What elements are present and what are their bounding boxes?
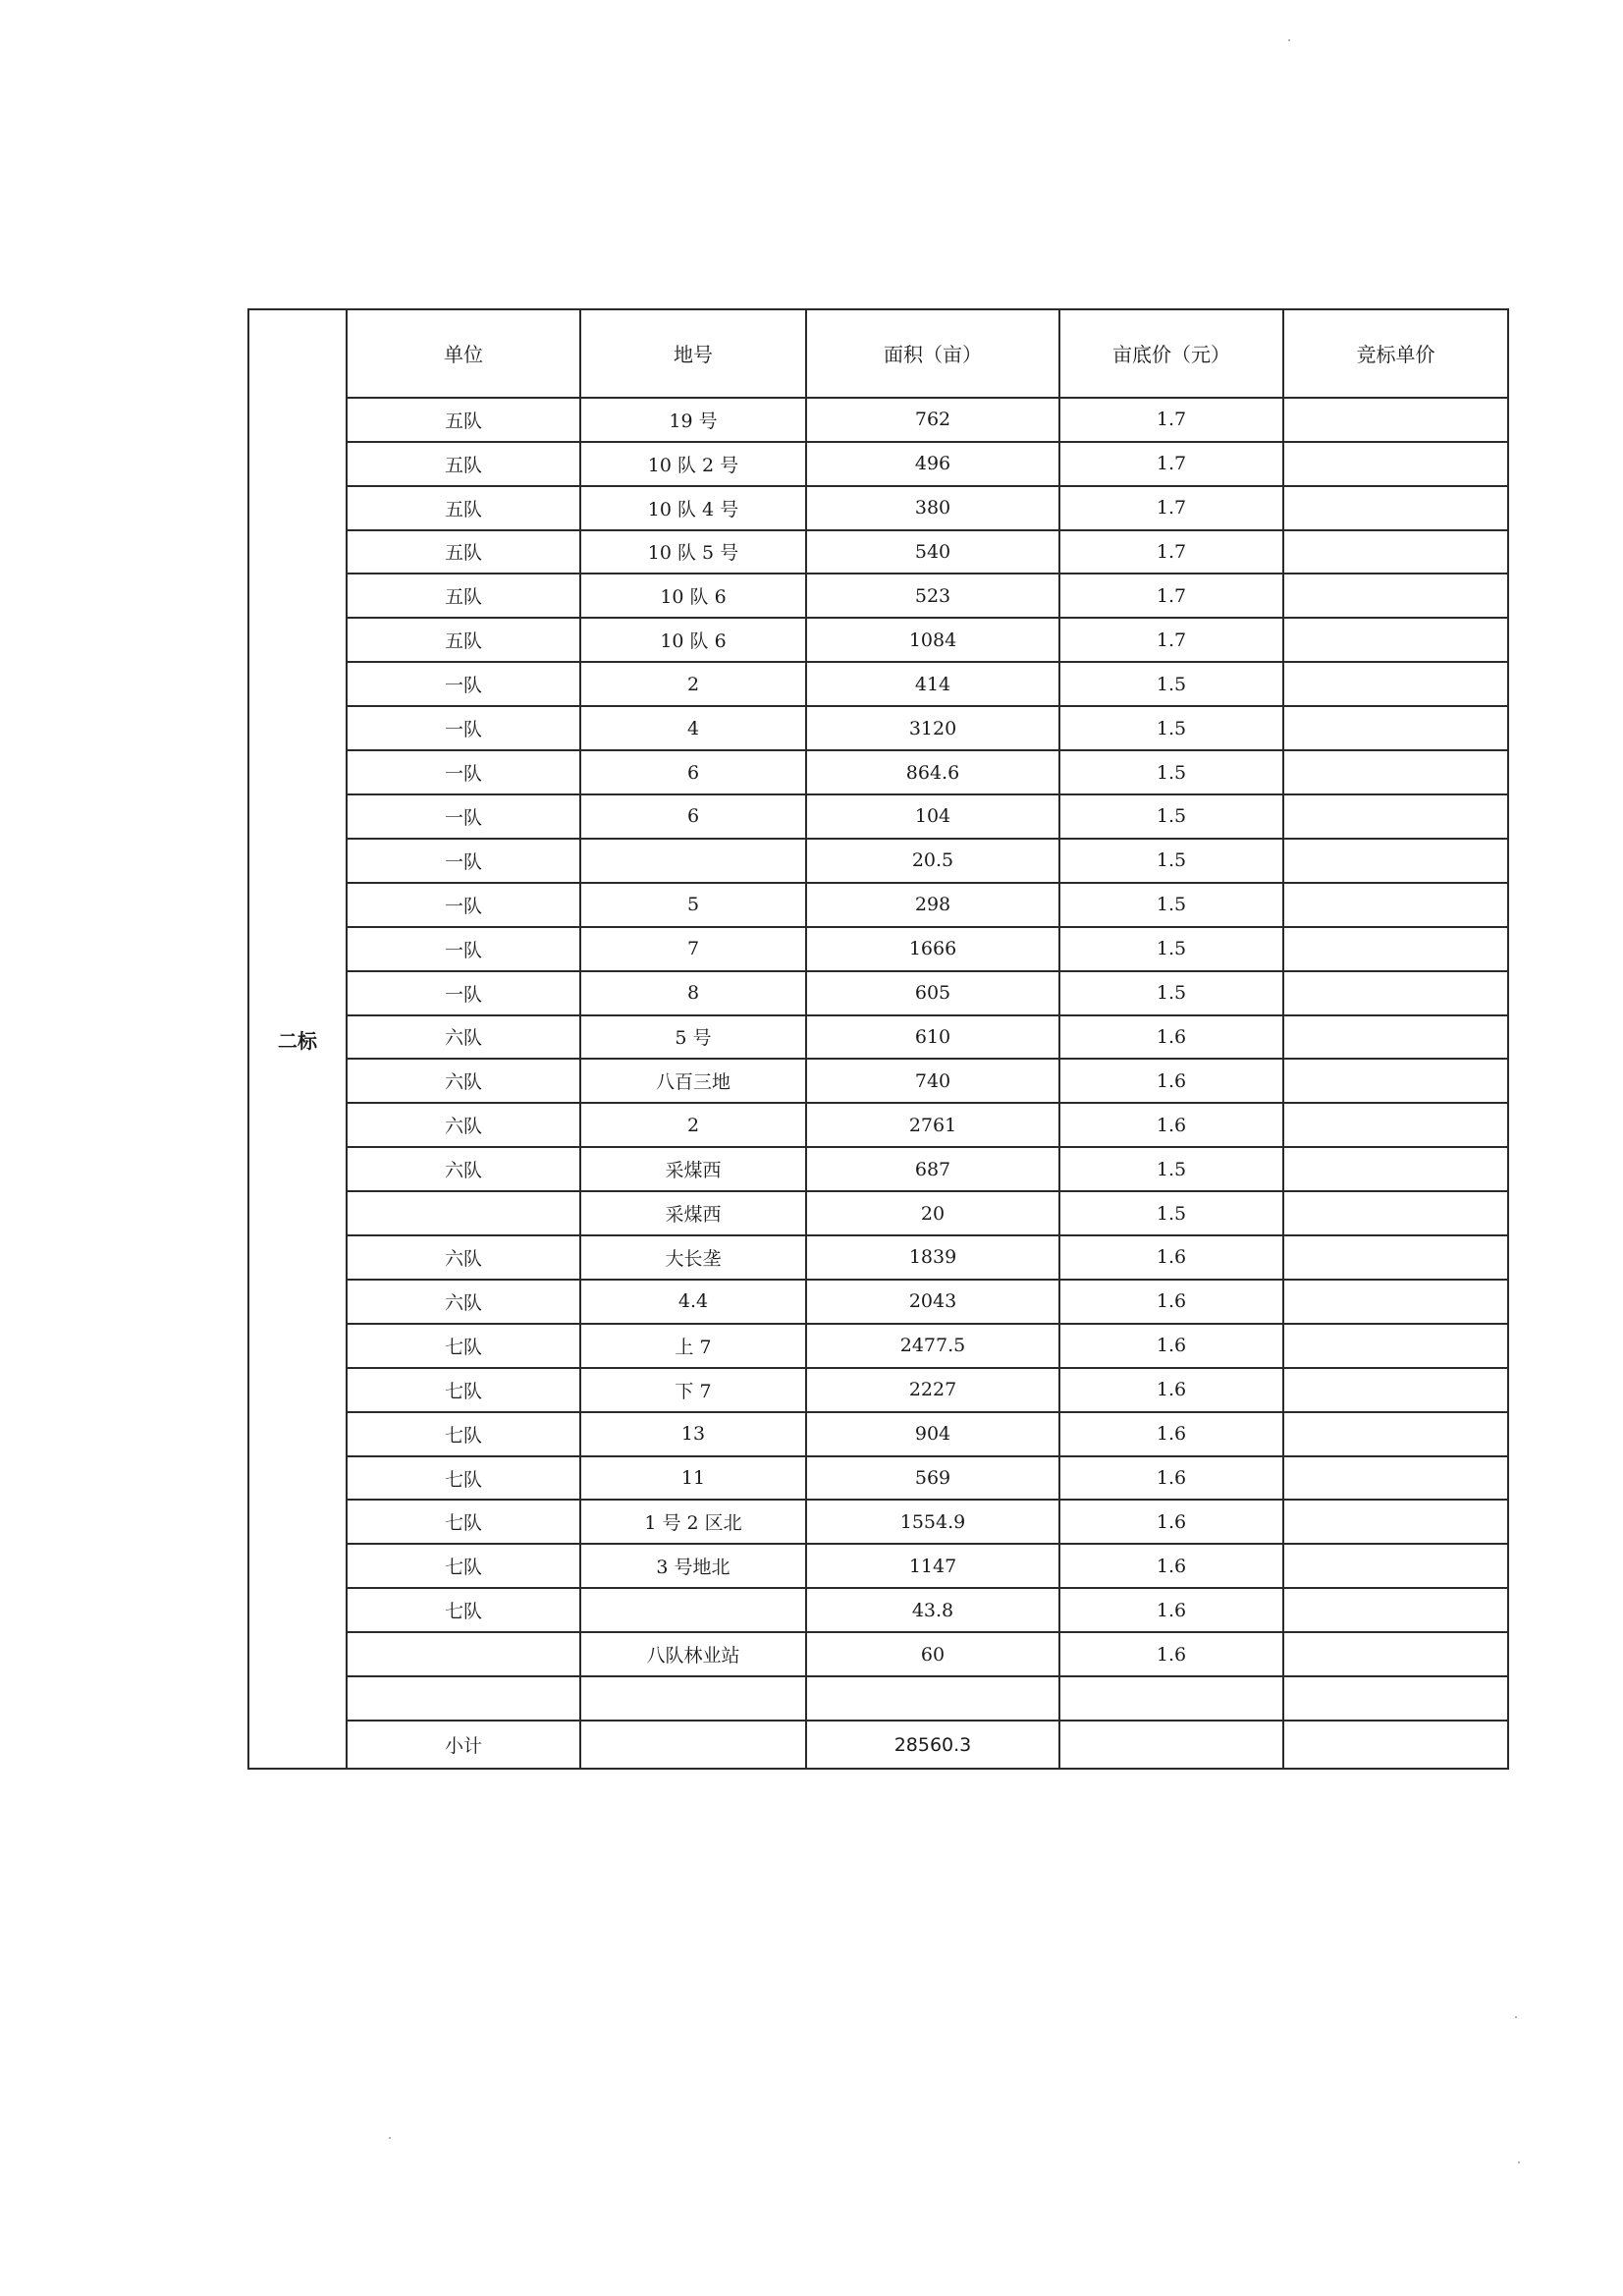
table-row [248, 1412, 1508, 1456]
table-row [248, 1544, 1508, 1588]
header-bid-price: 竞标单价 [1283, 309, 1508, 398]
cell-unit: 一队 [347, 927, 580, 971]
cell-bid-price [1283, 1500, 1508, 1544]
cell-bid-price [1283, 927, 1508, 971]
table-row [248, 618, 1508, 662]
total-row [248, 1721, 1508, 1769]
cell-base-price: 1.7 [1059, 398, 1283, 442]
table-row [248, 1015, 1508, 1060]
cell-bid-price [1283, 750, 1508, 794]
scan-speck [389, 2137, 391, 2139]
cell-base-price: 1.7 [1059, 442, 1283, 486]
cell-base-price [1059, 1676, 1283, 1721]
total-bid-price [1283, 1721, 1508, 1769]
cell-plot-no: 采煤西 [580, 1191, 806, 1235]
cell-unit: 七队 [347, 1324, 580, 1368]
cell-bid-price [1283, 1544, 1508, 1588]
cell-plot-no: 八百三地 [580, 1059, 806, 1103]
cell-plot-no: 19 号 [580, 398, 806, 442]
table-body [248, 309, 1508, 1769]
cell-bid-price [1283, 1676, 1508, 1721]
cell-unit: 七队 [347, 1456, 580, 1501]
cell-base-price: 1.6 [1059, 1588, 1283, 1632]
cell-bid-price [1283, 883, 1508, 927]
cell-bid-price [1283, 1324, 1508, 1368]
table-row [248, 750, 1508, 794]
total-label: 小计 [347, 1721, 580, 1769]
cell-unit: 六队 [347, 1235, 580, 1280]
cell-unit: 七队 [347, 1544, 580, 1588]
bid-document-sheet [247, 308, 1507, 1770]
header-area: 面积（亩） [806, 309, 1059, 398]
table-row [248, 1324, 1508, 1368]
cell-plot-no [580, 1588, 806, 1632]
table-row [248, 398, 1508, 442]
section-label: 二标 [248, 309, 347, 1769]
cell-area: 496 [806, 442, 1059, 486]
cell-plot-no: 1 号 2 区北 [580, 1500, 806, 1544]
cell-base-price: 1.5 [1059, 971, 1283, 1015]
cell-unit: 一队 [347, 839, 580, 883]
cell-bid-price [1283, 1632, 1508, 1676]
table-row [248, 839, 1508, 883]
cell-base-price: 1.6 [1059, 1368, 1283, 1412]
cell-base-price: 1.6 [1059, 1500, 1283, 1544]
cell-unit: 七队 [347, 1500, 580, 1544]
cell-unit: 五队 [347, 398, 580, 442]
cell-area: 60 [806, 1632, 1059, 1676]
table-row [248, 1676, 1508, 1721]
cell-base-price: 1.5 [1059, 927, 1283, 971]
cell-unit: 六队 [347, 1280, 580, 1324]
cell-base-price: 1.5 [1059, 750, 1283, 794]
cell-area: 762 [806, 398, 1059, 442]
cell-bid-price [1283, 442, 1508, 486]
header-base-price: 亩底价（元） [1059, 309, 1283, 398]
cell-base-price: 1.6 [1059, 1324, 1283, 1368]
cell-bid-price [1283, 1191, 1508, 1235]
cell-base-price: 1.5 [1059, 794, 1283, 839]
cell-bid-price [1283, 839, 1508, 883]
cell-unit: 一队 [347, 706, 580, 750]
cell-bid-price [1283, 1412, 1508, 1456]
cell-bid-price [1283, 1235, 1508, 1280]
total-base-price [1059, 1721, 1283, 1769]
cell-area: 20.5 [806, 839, 1059, 883]
table-row [248, 1059, 1508, 1103]
header-plot-no: 地号 [580, 309, 806, 398]
cell-area: 904 [806, 1412, 1059, 1456]
cell-area [806, 1676, 1059, 1721]
cell-unit: 七队 [347, 1368, 580, 1412]
cell-unit: 六队 [347, 1059, 580, 1103]
table-row [248, 1588, 1508, 1632]
cell-unit: 六队 [347, 1103, 580, 1147]
cell-area: 380 [806, 486, 1059, 530]
cell-area: 2477.5 [806, 1324, 1059, 1368]
table-row [248, 927, 1508, 971]
cell-base-price: 1.6 [1059, 1456, 1283, 1501]
cell-bid-price [1283, 794, 1508, 839]
cell-area: 2043 [806, 1280, 1059, 1324]
cell-plot-no: 13 [580, 1412, 806, 1456]
cell-bid-price [1283, 971, 1508, 1015]
cell-base-price: 1.6 [1059, 1280, 1283, 1324]
table-row [248, 706, 1508, 750]
cell-unit: 五队 [347, 574, 580, 618]
cell-base-price: 1.7 [1059, 574, 1283, 618]
cell-plot-no: 八队林业站 [580, 1632, 806, 1676]
cell-plot-no: 10 队 6 [580, 618, 806, 662]
cell-area: 740 [806, 1059, 1059, 1103]
cell-area: 687 [806, 1147, 1059, 1191]
cell-base-price: 1.7 [1059, 486, 1283, 530]
cell-base-price: 1.6 [1059, 1103, 1283, 1147]
cell-plot-no: 6 [580, 794, 806, 839]
cell-plot-no [580, 1676, 806, 1721]
cell-area: 523 [806, 574, 1059, 618]
cell-unit: 一队 [347, 750, 580, 794]
header-unit: 单位 [347, 309, 580, 398]
table-row [248, 1500, 1508, 1544]
cell-area: 605 [806, 971, 1059, 1015]
cell-area: 3120 [806, 706, 1059, 750]
cell-area: 43.8 [806, 1588, 1059, 1632]
table-row [248, 1147, 1508, 1191]
cell-plot-no: 8 [580, 971, 806, 1015]
cell-base-price: 1.5 [1059, 883, 1283, 927]
scan-speck [1515, 2016, 1517, 2018]
table-row [248, 1456, 1508, 1501]
cell-unit: 七队 [347, 1412, 580, 1456]
cell-bid-price [1283, 530, 1508, 574]
cell-base-price: 1.5 [1059, 662, 1283, 706]
table-row [248, 662, 1508, 706]
cell-unit: 一队 [347, 883, 580, 927]
cell-area: 1839 [806, 1235, 1059, 1280]
cell-unit: 六队 [347, 1147, 580, 1191]
cell-area: 610 [806, 1015, 1059, 1060]
header-row [248, 309, 1508, 398]
cell-base-price: 1.6 [1059, 1412, 1283, 1456]
cell-plot-no: 10 队 4 号 [580, 486, 806, 530]
cell-bid-price [1283, 618, 1508, 662]
table-row [248, 1632, 1508, 1676]
cell-bid-price [1283, 1588, 1508, 1632]
cell-unit: 七队 [347, 1588, 580, 1632]
cell-area: 2761 [806, 1103, 1059, 1147]
cell-unit: 五队 [347, 618, 580, 662]
cell-area: 1147 [806, 1544, 1059, 1588]
cell-bid-price [1283, 1059, 1508, 1103]
table-row [248, 1235, 1508, 1280]
scan-speck [1518, 2161, 1520, 2163]
cell-base-price: 1.5 [1059, 839, 1283, 883]
cell-base-price: 1.6 [1059, 1015, 1283, 1060]
cell-area: 104 [806, 794, 1059, 839]
scan-speck [1288, 39, 1290, 41]
cell-bid-price [1283, 1103, 1508, 1147]
cell-plot-no: 上 7 [580, 1324, 806, 1368]
table-row [248, 1368, 1508, 1412]
cell-unit [347, 1191, 580, 1235]
cell-base-price: 1.5 [1059, 1147, 1283, 1191]
table-row [248, 1191, 1508, 1235]
table-row [248, 794, 1508, 839]
cell-bid-price [1283, 574, 1508, 618]
total-plot-no [580, 1721, 806, 1769]
table-row [248, 486, 1508, 530]
table-row [248, 1280, 1508, 1324]
cell-area: 414 [806, 662, 1059, 706]
cell-plot-no: 7 [580, 927, 806, 971]
table-row [248, 971, 1508, 1015]
cell-area: 1554.9 [806, 1500, 1059, 1544]
cell-plot-no: 4 [580, 706, 806, 750]
cell-plot-no: 5 [580, 883, 806, 927]
cell-base-price: 1.5 [1059, 1191, 1283, 1235]
cell-plot-no: 4.4 [580, 1280, 806, 1324]
cell-plot-no: 6 [580, 750, 806, 794]
cell-unit: 六队 [347, 1015, 580, 1060]
table-row [248, 530, 1508, 574]
cell-base-price: 1.6 [1059, 1059, 1283, 1103]
cell-plot-no: 采煤西 [580, 1147, 806, 1191]
cell-plot-no: 5 号 [580, 1015, 806, 1060]
cell-plot-no: 10 队 6 [580, 574, 806, 618]
cell-unit: 五队 [347, 486, 580, 530]
cell-plot-no: 10 队 5 号 [580, 530, 806, 574]
cell-bid-price [1283, 486, 1508, 530]
cell-area: 298 [806, 883, 1059, 927]
cell-bid-price [1283, 1015, 1508, 1060]
cell-base-price: 1.6 [1059, 1632, 1283, 1676]
cell-bid-price [1283, 1280, 1508, 1324]
cell-bid-price [1283, 1456, 1508, 1501]
table-row [248, 442, 1508, 486]
cell-plot-no: 11 [580, 1456, 806, 1501]
table-row [248, 574, 1508, 618]
cell-unit [347, 1676, 580, 1721]
cell-base-price: 1.7 [1059, 618, 1283, 662]
cell-area: 1666 [806, 927, 1059, 971]
cell-base-price: 1.6 [1059, 1235, 1283, 1280]
cell-area: 540 [806, 530, 1059, 574]
cell-area: 2227 [806, 1368, 1059, 1412]
cell-bid-price [1283, 1368, 1508, 1412]
table-row [248, 883, 1508, 927]
cell-unit: 一队 [347, 794, 580, 839]
total-area: 28560.3 [806, 1721, 1059, 1769]
cell-area: 569 [806, 1456, 1059, 1501]
cell-base-price: 1.6 [1059, 1544, 1283, 1588]
cell-base-price: 1.7 [1059, 530, 1283, 574]
cell-area: 864.6 [806, 750, 1059, 794]
bid-table [247, 308, 1509, 1770]
cell-plot-no: 3 号地北 [580, 1544, 806, 1588]
cell-bid-price [1283, 662, 1508, 706]
cell-unit: 一队 [347, 971, 580, 1015]
cell-base-price: 1.5 [1059, 706, 1283, 750]
cell-area: 20 [806, 1191, 1059, 1235]
cell-plot-no: 2 [580, 662, 806, 706]
cell-unit: 五队 [347, 530, 580, 574]
cell-unit: 一队 [347, 662, 580, 706]
cell-plot-no [580, 839, 806, 883]
cell-plot-no: 2 [580, 1103, 806, 1147]
cell-unit [347, 1632, 580, 1676]
cell-plot-no: 大长垄 [580, 1235, 806, 1280]
cell-unit: 五队 [347, 442, 580, 486]
cell-bid-price [1283, 398, 1508, 442]
table-row [248, 1103, 1508, 1147]
cell-bid-price [1283, 1147, 1508, 1191]
cell-plot-no: 下 7 [580, 1368, 806, 1412]
cell-area: 1084 [806, 618, 1059, 662]
cell-bid-price [1283, 706, 1508, 750]
cell-plot-no: 10 队 2 号 [580, 442, 806, 486]
